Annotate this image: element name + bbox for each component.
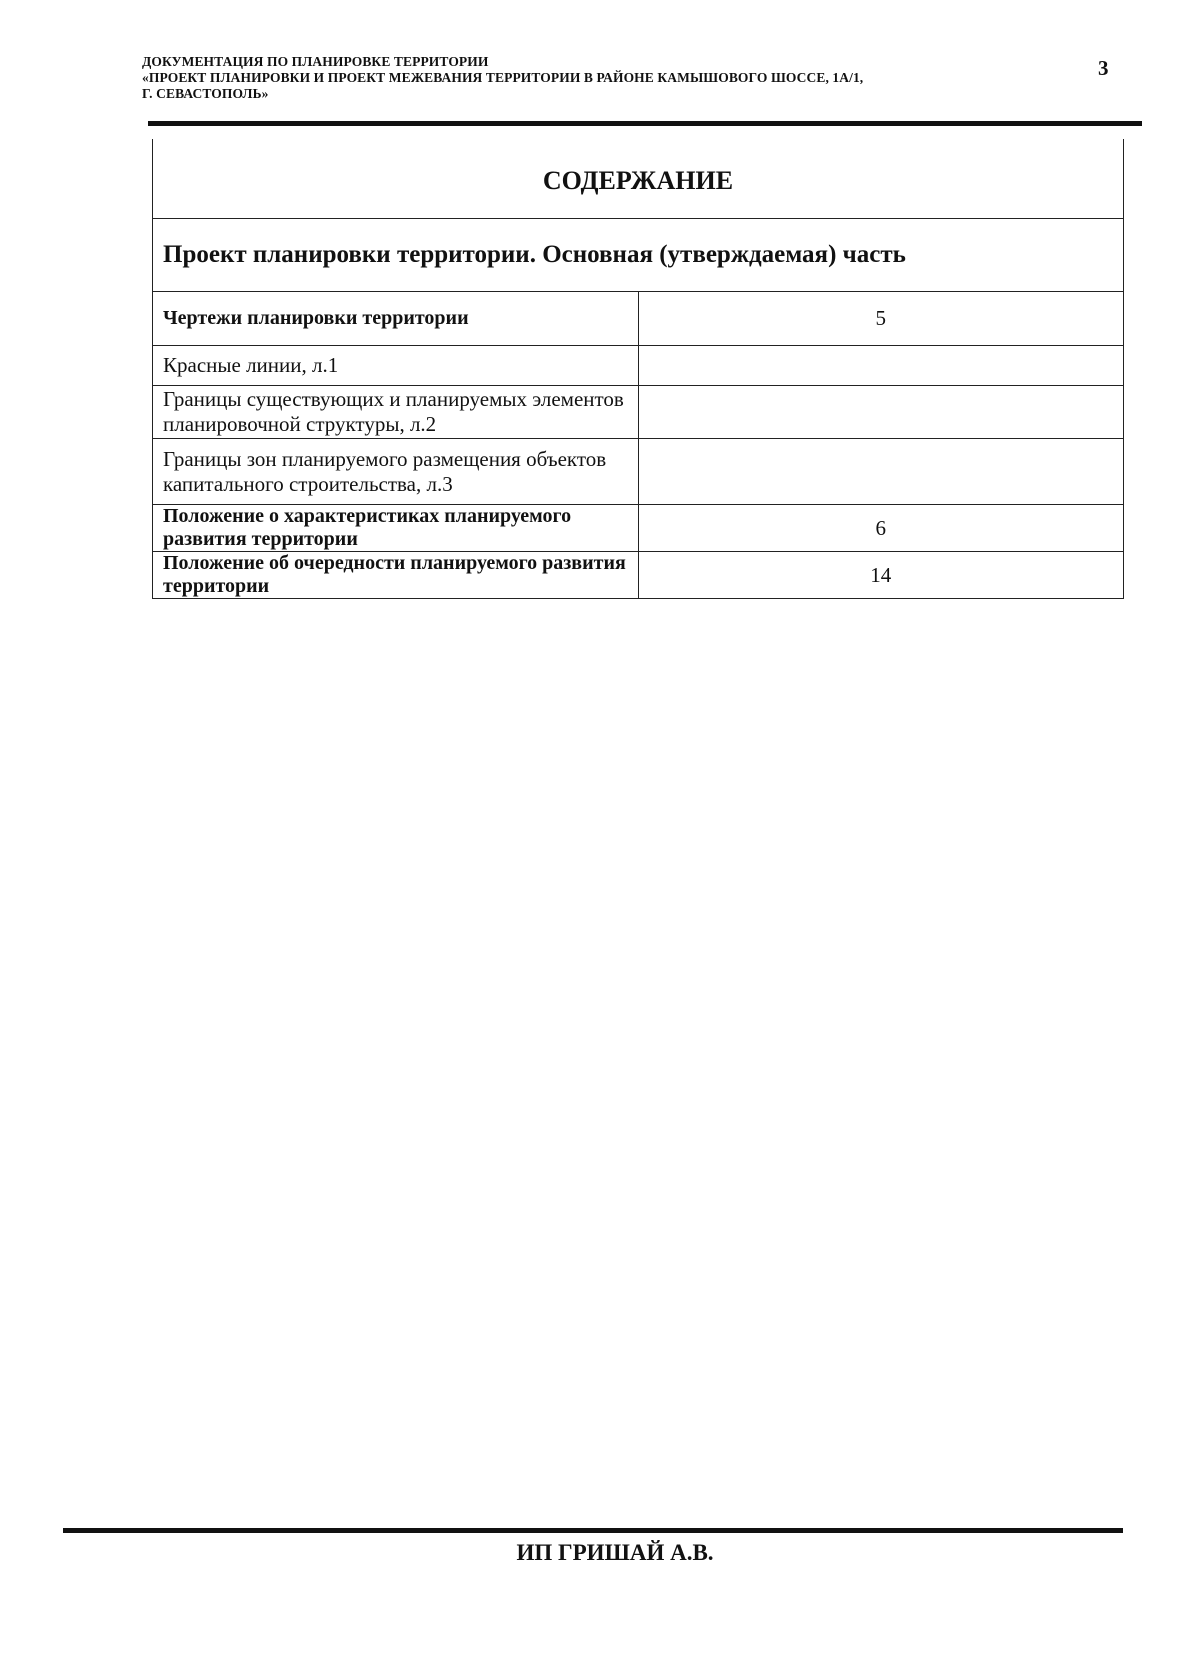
toc-entry-page: [638, 346, 1124, 386]
table-of-contents: [152, 139, 1124, 599]
header-line-1: ДОКУМЕНТАЦИЯ ПО ПЛАНИРОВКЕ ТЕРРИТОРИИ: [142, 54, 489, 69]
toc-entry-page: [638, 386, 1124, 439]
toc-row: [153, 386, 1124, 439]
toc-entry-page: 14: [638, 552, 1124, 599]
toc-entry-text: Чертежи планировки территории: [153, 292, 639, 346]
header-line-3: Г. СЕВАСТОПОЛЬ»: [142, 86, 269, 101]
toc-entry-text: Границы существующих и планируемых элементов планировочной структуры, л.2: [153, 386, 639, 439]
footer-divider: [63, 1528, 1123, 1533]
toc-row: [153, 292, 1124, 346]
toc-entry-text: Положение об очередности планируемого развития территории: [153, 552, 639, 599]
toc-title: СОДЕРЖАНИЕ: [153, 139, 1124, 219]
footer-organization: ИП ГРИШАЙ А.В.: [516, 1540, 714, 1565]
toc-section-heading: Проект планировки территории. Основная (утверждаемая) часть: [153, 219, 1124, 292]
page-number: 3: [1098, 56, 1109, 80]
toc-row: [153, 505, 1124, 552]
header-line-2: «ПРОЕКТ ПЛАНИРОВКИ И ПРОЕКТ МЕЖЕВАНИЯ ТЕРРИТОРИИ В РАЙОНЕ КАМЫШОВОГО ШОССЕ, 1А/1,: [142, 70, 864, 85]
toc-entry-text: Положение о характеристиках планируемого развития территории: [153, 505, 639, 552]
toc-entry-text: Красные линии, л.1: [153, 346, 639, 386]
toc-row: [153, 439, 1124, 505]
toc-entry-text: Границы зон планируемого размещения объектов капитального строительства, л.3: [153, 439, 639, 505]
toc-row: [153, 346, 1124, 386]
toc-entry-page: 6: [638, 505, 1124, 552]
toc-entry-page: 5: [638, 292, 1124, 346]
toc-row: [153, 552, 1124, 599]
document-header: [142, 54, 1042, 102]
toc-entry-page: [638, 439, 1124, 505]
header-divider: [148, 121, 1142, 126]
